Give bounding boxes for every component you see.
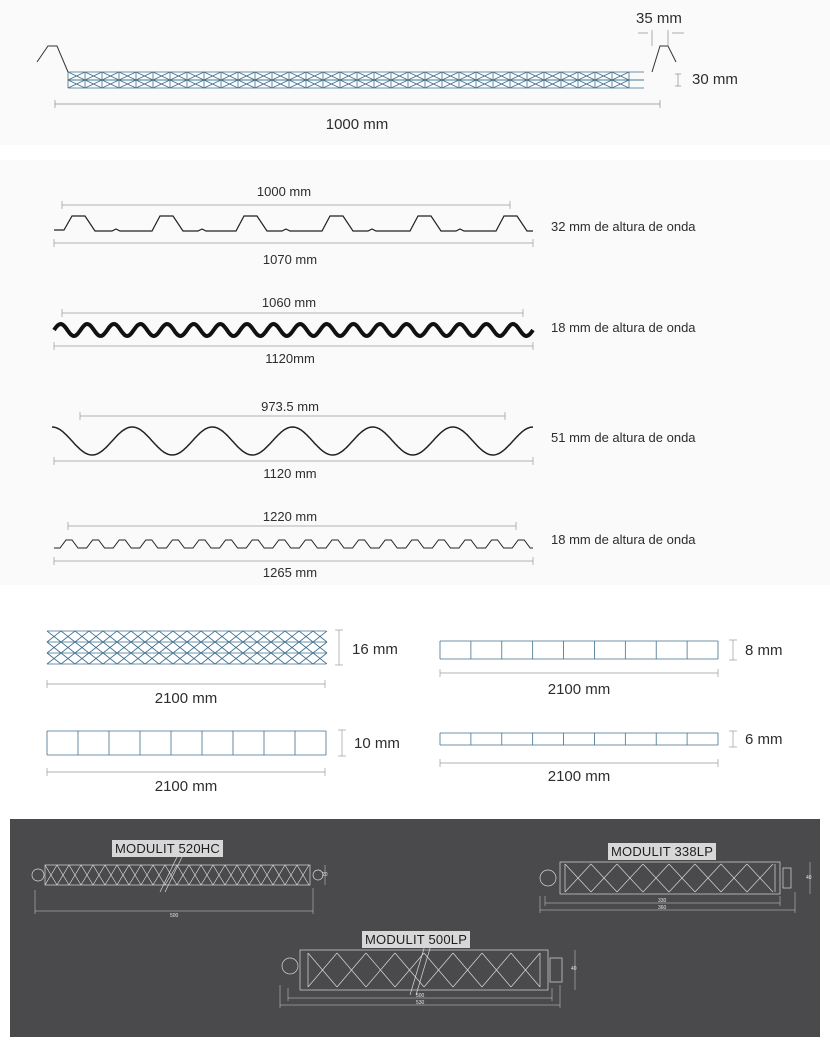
modulit-520hc-width: 500 <box>170 913 179 919</box>
profile-2-bottom-label: 1120mm <box>265 351 315 366</box>
profile-3-wave-label: 51 mm de altura de onda <box>551 430 696 445</box>
modulit-500lp-outer-width: 530 <box>416 1000 425 1006</box>
sheet-8mm-thickness: 8 mm <box>745 642 783 659</box>
panel-width-label: 1000 mm <box>325 116 389 133</box>
profile-4-wave-label: 18 mm de altura de onda <box>551 532 696 547</box>
modulit-338lp-dimensions <box>540 862 810 913</box>
profile-1-wave-label: 32 mm de altura de onda <box>551 219 696 234</box>
sheet-6mm-width: 2100 mm <box>547 768 611 785</box>
profile-3-top-label: 973.5 mm <box>261 399 319 414</box>
modulit-338lp-profile <box>540 862 791 894</box>
profile-1-bottom-label: 1070 mm <box>262 252 318 267</box>
modulit-338lp-inner-width: 330 <box>658 898 667 904</box>
modulit-500lp-label: MODULIT 500LP <box>362 931 470 948</box>
sheet-8mm-width: 2100 mm <box>547 681 611 698</box>
modulit-520hc-profile <box>32 857 323 892</box>
sheet-6mm-thickness: 6 mm <box>745 731 783 748</box>
panel-thickness-label: 35 mm <box>636 10 682 27</box>
modulit-500lp-profile <box>282 945 562 995</box>
profile-2-wave-label: 18 mm de altura de onda <box>551 320 696 335</box>
panel-height-label: 30 mm <box>692 71 738 88</box>
sheet-10mm-thickness: 10 mm <box>354 735 400 752</box>
modulit-500lp-inner-width: 500 <box>416 993 425 999</box>
modulit-520hc-height: 20 <box>322 872 328 878</box>
profile-4-bottom-label: 1265 mm <box>262 565 318 580</box>
profile-1-top-label: 1000 mm <box>256 184 312 199</box>
profile-2-top-label: 1060 mm <box>261 295 317 310</box>
modulit-338lp-label: MODULIT 338LP <box>608 843 716 860</box>
sheet-10mm-width: 2100 mm <box>154 778 218 795</box>
modulit-520hc-dimensions <box>35 865 325 914</box>
modulit-500lp-height: 40 <box>571 966 577 972</box>
profile-3-bottom-label: 1120 mm <box>263 466 317 481</box>
modulit-338lp-outer-width: 360 <box>658 905 667 911</box>
profile-4-top-label: 1220 mm <box>262 509 318 524</box>
sheet-16mm-width: 2100 mm <box>154 690 218 707</box>
sheet-16mm-thickness: 16 mm <box>352 641 398 658</box>
modulit-520hc-label: MODULIT 520HC <box>112 840 223 857</box>
modulit-338lp-height: 40 <box>806 875 812 881</box>
modulit-500lp-dimensions <box>280 950 575 1008</box>
